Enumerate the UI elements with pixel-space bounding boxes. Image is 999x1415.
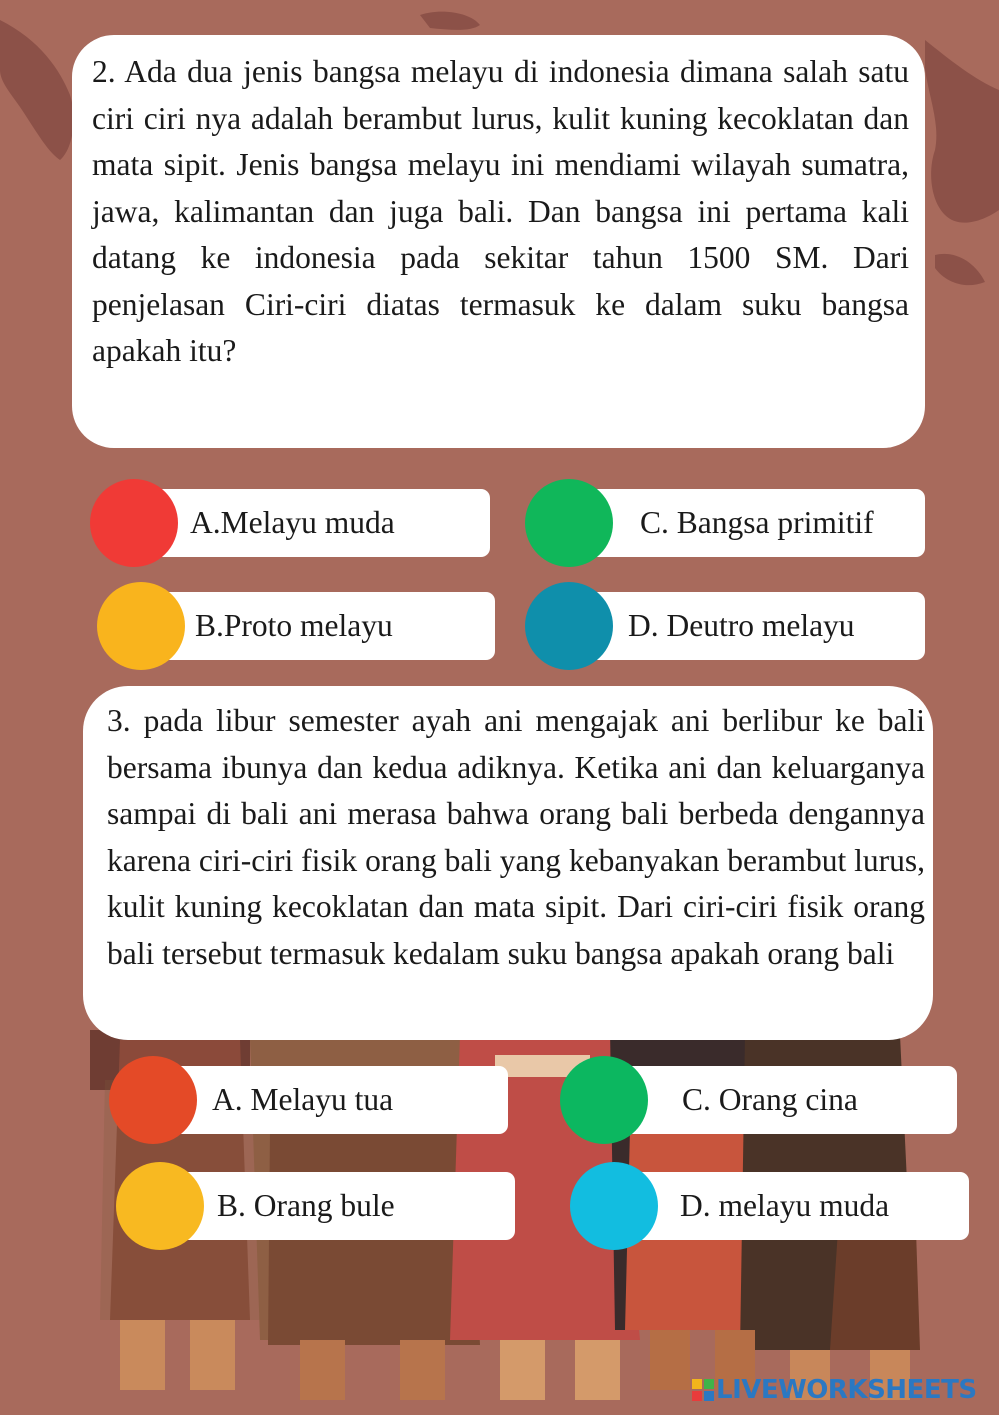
question-3-text: 3. pada libur semester ayah ani mengajak ani berlibur ke bali bersama ibunya dan kedua adiknya. Ketika ani dan keluarganya sampai di bali ani merasa bahwa orang bali berbeda dengannya karena ciri-ciri fisik orang bali yang kebanyakan berambut lurus, kulit kuning kecoklatan dan mata sipit. Dari ciri-ciri fisik orang bali tersebut termasuk kedalam suku bangsa apakah orang bali: [107, 703, 925, 971]
q2-option-c-dot[interactable]: [525, 479, 613, 567]
q2-option-c[interactable]: [570, 489, 925, 557]
q2-option-d-dot[interactable]: [525, 582, 613, 670]
q2-option-b[interactable]: [140, 592, 495, 660]
q3-option-d[interactable]: [612, 1172, 969, 1240]
option-label: A.Melayu muda: [190, 505, 395, 540]
q3-option-a-dot[interactable]: [109, 1056, 197, 1144]
logo-text: LIVEWORKSHEETS: [716, 1375, 977, 1405]
option-label: A. Melayu tua: [212, 1082, 394, 1117]
option-label: C. Bangsa primitif: [640, 505, 874, 540]
option-label: D. melayu muda: [680, 1188, 890, 1223]
option-label: B. Orang bule: [217, 1188, 395, 1223]
q2-option-b-dot[interactable]: [97, 582, 185, 670]
option-label: B.Proto melayu: [195, 608, 393, 643]
q3-option-a[interactable]: [150, 1066, 508, 1134]
option-label: C. Orang cina: [682, 1082, 858, 1117]
q3-option-c[interactable]: [600, 1066, 957, 1134]
q3-option-b[interactable]: [155, 1172, 515, 1240]
option-label: D. Deutro melayu: [628, 608, 855, 643]
question-2-text: 2. Ada dua jenis bangsa melayu di indonesia dimana salah satu ciri ciri nya adalah berambut lurus, kulit kuning kecoklatan dan mata sipit. Jenis bangsa melayu ini mendiami wilayah sumatra, jawa, kalimantan dan juga bali. Dan bangsa ini pertama kali datang ke indonesia pada sekitar tahun 1500 SM. Dari penjelasan Ciri-ciri diatas termasuk ke dalam suku bangsa apakah itu?: [92, 54, 909, 368]
logo-mark-icon: [692, 1379, 714, 1401]
q3-option-d-dot[interactable]: [570, 1162, 658, 1250]
q2-option-d[interactable]: [570, 592, 925, 660]
q3-option-b-dot[interactable]: [116, 1162, 204, 1250]
q2-option-a-dot[interactable]: [90, 479, 178, 567]
liveworksheets-logo: [692, 1375, 977, 1405]
q2-option-a[interactable]: [135, 489, 490, 557]
question-2-card: [72, 35, 925, 448]
question-3-card: [83, 686, 933, 1040]
q3-option-c-dot[interactable]: [560, 1056, 648, 1144]
